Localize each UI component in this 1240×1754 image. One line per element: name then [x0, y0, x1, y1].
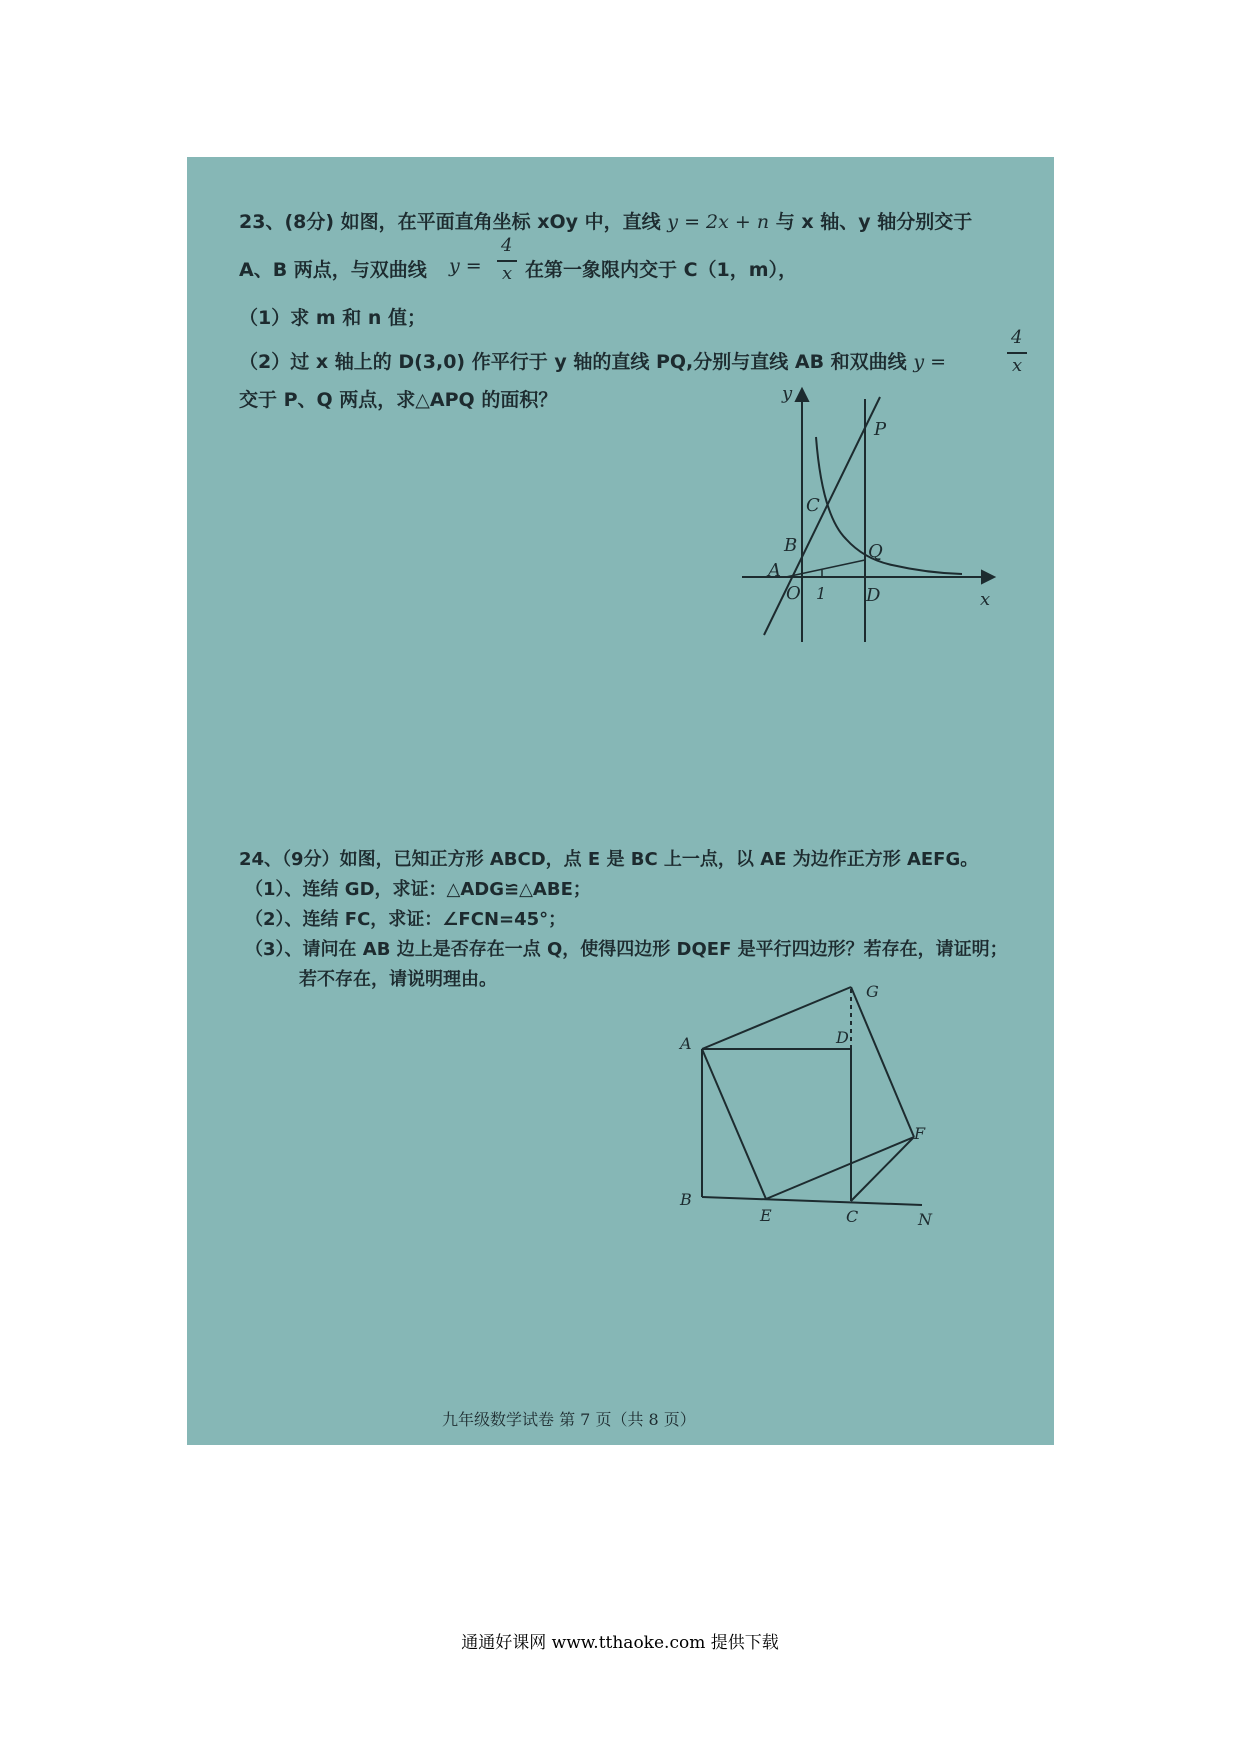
q23-part2-fraction: 4 x [1007, 327, 1027, 377]
segment-fc [851, 1137, 914, 1201]
label-f: F [914, 1124, 926, 1143]
hyperbola [816, 437, 962, 574]
q23-part2-continued: 交于 P、Q 两点，求△APQ 的面积？ [239, 389, 558, 411]
q24-square-figure [674, 977, 994, 1277]
q23-fraction-4-over-x: 4 x [497, 235, 517, 285]
q24-part3: （3）、请问在 AB 边上是否存在一点 Q，使得四边形 DQEF 是平行四边形？若存在，请证明； [245, 939, 1008, 960]
label-c: C [846, 1207, 859, 1226]
label-q: Q [868, 541, 883, 562]
side-ag [702, 987, 851, 1049]
q23-line2-start: A、B 两点，与双曲线 [239, 259, 427, 281]
side-ae [702, 1049, 766, 1199]
q24-part1: （1）、连结 GD，求证：△ADG≌△ABE； [245, 879, 591, 900]
q24-part3-continued: 若不存在，请说明理由。 [299, 969, 497, 990]
label-a: A [768, 560, 781, 581]
q24-part2: （2）、连结 FC，求证：∠FCN=45°； [245, 909, 567, 930]
label-p: P [874, 419, 887, 440]
download-credit: 通通好课网 www.tthaoke.com 提供下载 [461, 1633, 779, 1653]
side-ef [766, 1137, 914, 1199]
label-b: B [784, 535, 798, 556]
q23-part2: （2）过 x 轴上的 D(3,0) 作平行于 y 轴的直线 PQ,分别与直线 AB 和双曲线 y = [239, 351, 947, 373]
label-x: x [980, 589, 991, 610]
segment-aq [786, 560, 865, 577]
y-axis-arrow [796, 389, 808, 401]
label-d: D [836, 1028, 849, 1047]
label-e: E [760, 1206, 772, 1225]
q23-part1: （1）求 m 和 n 值； [239, 307, 427, 329]
label-b: B [680, 1190, 692, 1209]
x-axis-arrow [982, 571, 994, 583]
q23-hyperbola-y: y = [449, 255, 482, 277]
q23-coordinate-figure [742, 383, 1012, 667]
exam-page-footer: 九年级数学试卷 第 7 页（共 8 页） [442, 1410, 696, 1429]
line-bn [702, 1197, 922, 1205]
label-n: N [918, 1210, 932, 1229]
q23-line1: 23、(8分) 如图，在平面直角坐标 xOy 中，直线 y = 2x + n 与 x 轴、y 轴分别交于 [239, 211, 973, 233]
label-y: y [782, 383, 793, 404]
label-1: 1 [816, 584, 827, 603]
label-a: A [680, 1034, 692, 1053]
q23-line-equation: y = 2x + n [667, 211, 770, 233]
label-o: O [786, 583, 801, 604]
exam-page-photo [187, 157, 1054, 1445]
label-g: G [866, 982, 879, 1001]
q24-line1: 24、（9分）如图，已知正方形 ABCD，点 E 是 BC 上一点，以 AE 为边作正方形 AEFG。 [239, 849, 979, 870]
label-c: C [806, 495, 820, 516]
q23-line2-end: 在第一象限内交于 C（1，m）， [525, 259, 798, 281]
side-gf [851, 987, 914, 1137]
label-d: D [866, 585, 881, 606]
